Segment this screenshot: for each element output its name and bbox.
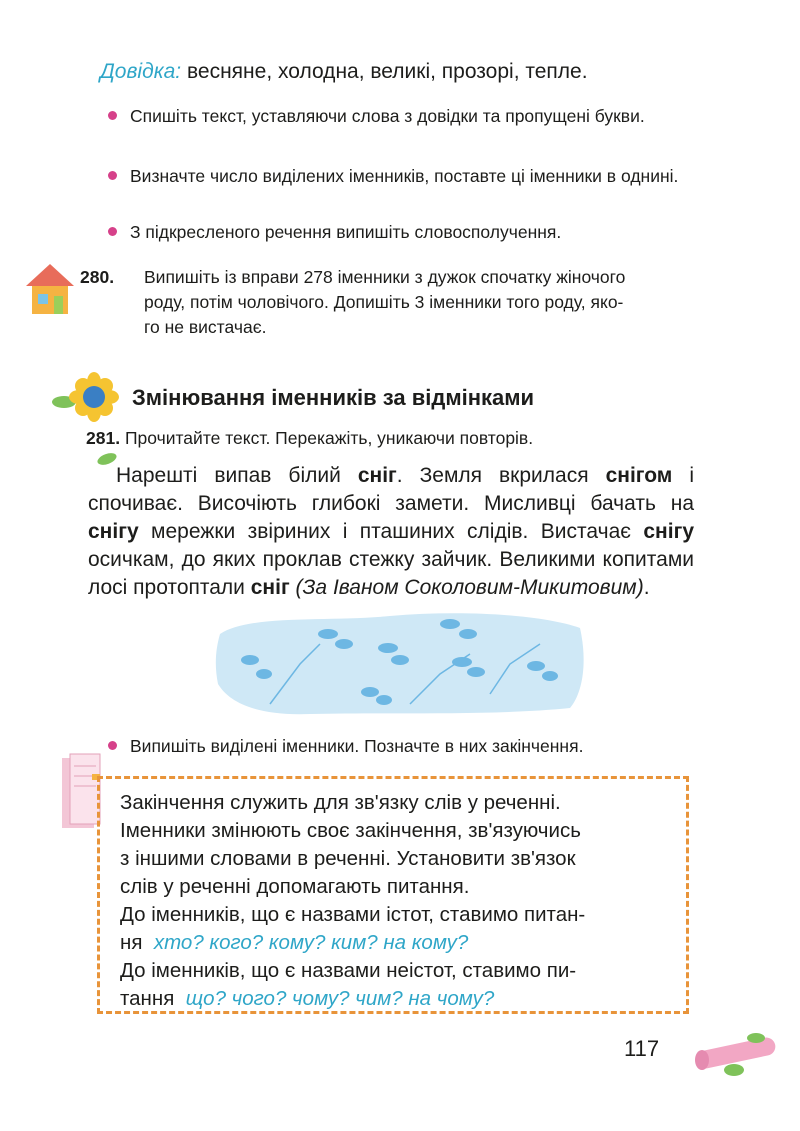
exercise-instruction: Прочитайте текст. Перекажіть, уникаючи повторів. xyxy=(124,428,534,448)
rule-line: слів у реченні допомагають питання. xyxy=(120,875,470,898)
section-title: Змінювання іменників за відмінками xyxy=(132,385,535,410)
exercise-number: 280. xyxy=(80,267,115,287)
text-fragment: Нарешті випав білий xyxy=(116,464,358,487)
rule-text: ня xyxy=(120,931,143,954)
page-number: 117 xyxy=(624,1036,660,1061)
rule-line: з іншими словами в реченні. Установити зв'язок xyxy=(120,847,576,870)
reference-label: Довідка: xyxy=(100,60,182,83)
sunflower-icon xyxy=(50,372,124,422)
reference-line xyxy=(100,60,588,84)
text-fragment: . Земля вкрилася xyxy=(396,464,606,487)
rule-questions: що? чого? чому? чим? на чому? xyxy=(185,987,495,1010)
highlighted-noun: снігом xyxy=(605,464,673,487)
text-fragment: мережки звіриних і пташиних слідів. Вистачає xyxy=(138,520,644,543)
highlighted-noun: сніг xyxy=(357,464,397,487)
text-fragment: . xyxy=(643,576,650,599)
text-fragment: осичкам, до яких проклав стежку зайчик. Великими копитами лосі протоптали xyxy=(88,548,694,599)
exercise-text-line: Випишіть із вправи 278 іменники з дужок спочатку жіночого xyxy=(144,267,626,287)
exercise-281 xyxy=(86,428,533,449)
text-fragment: і спочиває. Височіють глибокі замети. Мисливці бачать на xyxy=(88,464,695,515)
snow-tracks-illustration xyxy=(210,604,590,720)
task-bullet: З підкресленого речення випишіть словосполучення. xyxy=(130,220,695,244)
exercise-text-line: роду, потім чоловічого. Допишіть 3 іменники того роду, яко- xyxy=(144,292,624,312)
rule-line xyxy=(120,987,494,1011)
rule-line xyxy=(120,931,468,955)
highlighted-noun: сніг xyxy=(250,576,290,599)
rule-line: Закінчення служить для зв'язку слів у реченні. xyxy=(120,791,561,814)
rule-line: Іменники змінюють своє закінчення, зв'язуючись xyxy=(120,819,581,842)
highlighted-noun: снігу xyxy=(88,520,139,543)
rule-line: До іменників, що є назвами істот, ставимо питан- xyxy=(120,903,586,926)
exercise-text-line: го не вистачає. xyxy=(144,317,267,337)
house-icon xyxy=(24,262,76,318)
rule-questions: хто? кого? кому? ким? на кому? xyxy=(153,931,469,954)
reading-text xyxy=(88,462,694,602)
text-source: (За Іваном Соколовим-Микитовим) xyxy=(295,576,644,599)
rule-text: тання xyxy=(120,987,175,1010)
task-bullet: Визначте число виділених іменників, поставте ці іменники в однині. xyxy=(130,164,695,188)
reference-words: весняне, холодна, великі, прозорі, тепле. xyxy=(186,60,588,83)
rule-line: До іменників, що є назвами неістот, ставимо пи- xyxy=(120,959,577,982)
scroll-decoration-icon xyxy=(686,1026,790,1082)
exercise-number: 281. xyxy=(86,428,121,448)
rule-box xyxy=(97,776,689,1014)
task-bullet: Випишіть виділені іменники. Позначте в них закінчення. xyxy=(130,734,695,758)
highlighted-noun: снігу xyxy=(643,520,694,543)
task-bullet: Спишіть текст, уставляючи слова з довідки та пропущені букви. xyxy=(130,104,695,128)
